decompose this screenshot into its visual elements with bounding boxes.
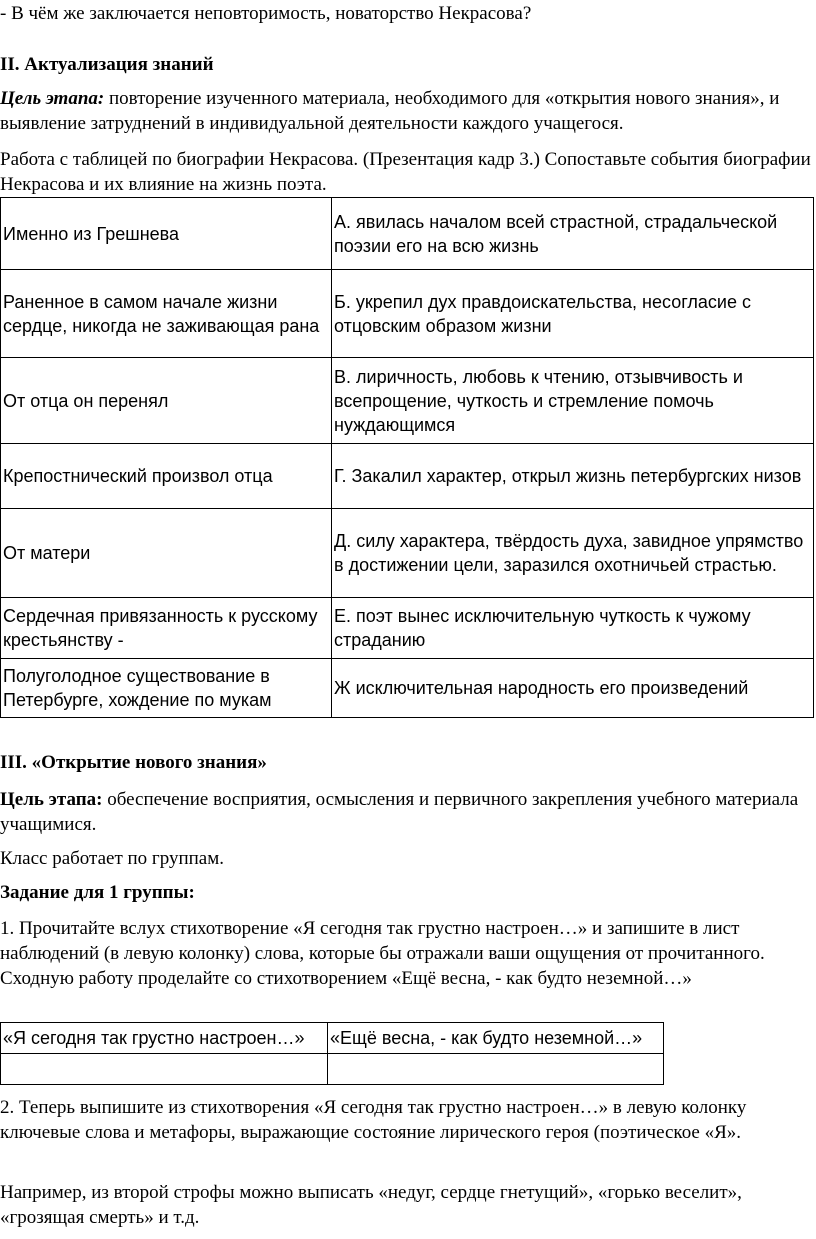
table-cell-event: Сердечная привязанность к русскому крестьянству -: [1, 598, 332, 659]
section-2-task: Работа с таблицей по биографии Некрасова. (Презентация кадр 3.) Сопоставьте события биографии Некрасова и их влияние на жизнь поэта.: [0, 149, 811, 195]
table-cell-influence: Д. силу характера, твёрдость духа, завидное упрямство в достижении цели, заразился охотничьей страстью.: [332, 509, 814, 598]
table-cell-event: Именно из Грешнева: [1, 198, 332, 270]
example-text: Например, из второй строфы можно выписать «недуг, сердце гнетущий», «горько веселит», «грозящая смерть» и т.д.: [0, 1182, 742, 1228]
table-cell-event: Раненное в самом начале жизни сердце, никогда не заживающая рана: [1, 270, 332, 358]
table-cell-influence: Ж исключительная народность его произведений: [332, 659, 814, 718]
table-row: [1, 509, 814, 598]
section-2-heading: II. Актуализация знаний: [0, 54, 214, 75]
table-cell-event: Полуголодное существование в Петербурге, хождение по мукам: [1, 659, 332, 718]
table-cell-event: От отца он перенял: [1, 358, 332, 444]
table-cell-empty: [1, 1054, 328, 1085]
goal-text: обеспечение восприятия, осмысления и первичного закрепления учебного материала учащимися.: [0, 789, 799, 835]
task-item-1: 1. Прочитайте вслух стихотворение «Я сегодня так грустно настроен…» и запишите в лист наблюдений (в левую колонку) слова, которые бы отражали ваши ощущения от прочитанного. Сходную работу проделайте со стихотворением «Ещё весна, - как будто неземной…»: [0, 918, 765, 989]
table-cell-influence: Г. Закалил характер, открыл жизнь петербургских низов: [332, 444, 814, 509]
table-cell-influence: Е. поэт вынес исключительную чуткость к чужому страданию: [332, 598, 814, 659]
table-cell-event: От матери: [1, 509, 332, 598]
table-row: [1, 358, 814, 444]
table-row: [1, 659, 814, 718]
table-cell-event: Крепостнический произвол отца: [1, 444, 332, 509]
column-header-poem-1: «Я сегодня так грустно настроен…»: [1, 1023, 328, 1054]
intro-question: - В чём же заключается неповторимость, новаторство Некрасова?: [0, 3, 532, 24]
group-1-task-heading: Задание для 1 группы:: [0, 882, 195, 903]
section-3-heading: III. «Открытие нового знания»: [0, 752, 267, 773]
table-row: [1, 444, 814, 509]
table-cell-influence: В. лиричность, любовь к чтению, отзывчивость и всепрощение, чуткость и стремление помочь нуждающимся: [332, 358, 814, 444]
table-row: [1, 198, 814, 270]
table-row: [1, 1023, 664, 1054]
goal-label: Цель этапа:: [0, 88, 105, 109]
goal-text: повторение изученного материала, необходимого для «открытия нового знания», и выявление затруднений в индивидуальной деятельности каждого учащегося.: [0, 88, 780, 134]
task-item-2: 2. Теперь выпишите из стихотворения «Я сегодня так грустно настроен…» в левую колонку ключевые слова и метафоры, выражающие состояние лирического героя (поэтическое «Я».: [0, 1097, 747, 1143]
column-header-poem-2: «Ещё весна, - как будто неземной…»: [328, 1023, 664, 1054]
table-row: [1, 270, 814, 358]
section-2-goal: [0, 86, 812, 136]
table-cell-influence: А. явилась началом всей страстной, страдальческой поэзии его на всю жизнь: [332, 198, 814, 270]
table-row: [1, 1054, 664, 1085]
table-cell-empty: [328, 1054, 664, 1085]
observation-sheet-table: [0, 1022, 664, 1085]
table-cell-influence: Б. укрепил дух правдоискательства, несогласие с отцовским образом жизни: [332, 270, 814, 358]
goal-label: Цель этапа:: [0, 789, 103, 810]
section-3-goal: [0, 787, 812, 837]
table-row: [1, 598, 814, 659]
biography-table: [0, 197, 814, 718]
class-work-note: Класс работает по группам.: [0, 848, 225, 869]
